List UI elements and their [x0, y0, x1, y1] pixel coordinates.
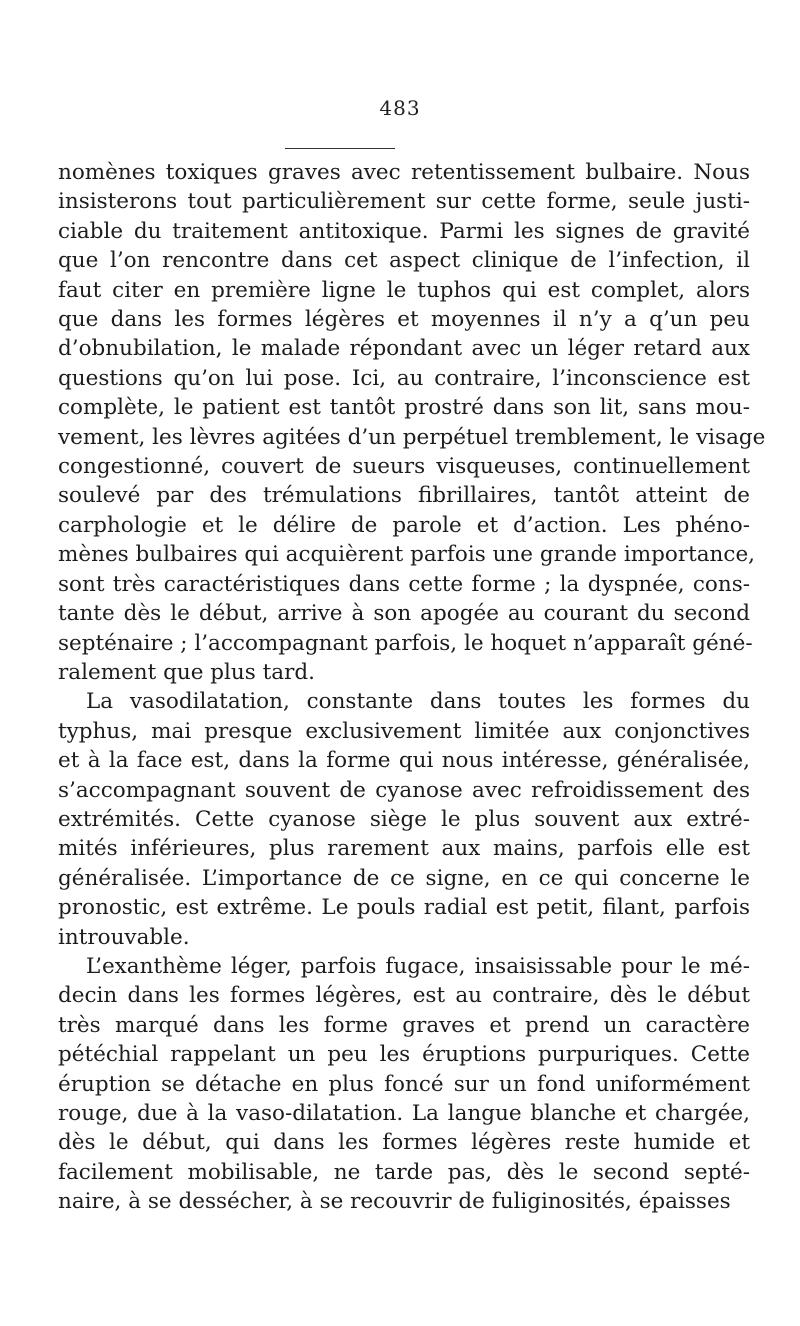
text-line: tante dès le début, arrive à son apogée au courant du second [58, 601, 750, 627]
text-line: d’obnubilation, le malade répondant avec un léger retard aux [58, 336, 750, 362]
text-line: soulevé par des trémulations fibrillaires, tantôt atteint de [58, 483, 750, 509]
text-line: typhus, mai presque exclusivement limitée aux conjonctives [58, 718, 750, 744]
text-line: généralisée. L’importance de ce signe, en ce qui concerne le [58, 865, 750, 891]
text-line: s’accompagnant souvent de cyanose avec refroidissement des [58, 777, 750, 803]
text-line: pronostic, est extrême. Le pouls radial est petit, filant, parfois [58, 895, 750, 921]
text-line: insisterons tout particulièrement sur cette forme, seule justi- [58, 189, 750, 215]
text-line: complète, le patient est tantôt prostré dans son lit, sans mou- [58, 395, 750, 421]
text-line: congestionné, couvert de sueurs visqueuses, continuellement [58, 454, 750, 480]
text-line: septénaire ; l’accompagnant parfois, le hoquet n’apparaît géné- [58, 630, 753, 656]
text-line: introuvable. [58, 924, 190, 950]
text-line: mènes bulbaires qui acquièrent parfois une grande importance, [58, 542, 756, 568]
text-line: La vasodilatation, constante dans toutes les formes du [86, 689, 750, 715]
text-line: dès le début, qui dans les formes légères reste humide et [58, 1130, 750, 1156]
header-rule [285, 148, 395, 149]
book-page [40, 0, 766, 1326]
text-line: questions qu’on lui pose. Ici, au contraire, l’inconscience est [58, 365, 750, 391]
text-line: naire, à se dessécher, à se recouvrir de fuliginosités, épaisses [58, 1189, 731, 1215]
text-line: extrémités. Cette cyanose siège le plus souvent aux extré- [58, 806, 750, 832]
page-number: 483 [379, 96, 421, 120]
text-line: pétéchial rappelant un peu les éruptions purpuriques. Cette [58, 1042, 750, 1068]
text-line: sont très caractéristiques dans cette forme ; la dyspnée, cons- [58, 571, 750, 597]
text-line: rouge, due à la vaso-dilatation. La langue blanche et chargée, [58, 1101, 750, 1126]
text-line: faut citer en première ligne le tuphos qui est complet, alors [58, 277, 750, 303]
text-line: L’exanthème léger, parfois fugace, insaisissable pour le mé- [86, 953, 750, 979]
paragraph-1 [58, 158, 766, 687]
text-line: carphologie et le délire de parole et d’action. Les phéno- [58, 512, 750, 538]
text-line: que l’on rencontre dans cet aspect clinique de l’infection, il [58, 248, 750, 274]
text-line: ciable du traitement antitoxique. Parmi les signes de gravité [58, 218, 750, 244]
text-line: que dans les formes légères et moyennes il n’y a q’un peu [58, 307, 750, 333]
text-line: éruption se détache en plus foncé sur un fond uniformément [58, 1071, 750, 1097]
paragraph-3 [58, 952, 750, 1217]
text-line: nomènes toxiques graves avec retentissement bulbaire. Nous [58, 160, 750, 185]
text-line: vement, les lèvres agitées d’un perpétuel tremblement, le visage [58, 424, 766, 450]
text-line: decin dans les formes légères, est au contraire, dès le début [58, 983, 750, 1009]
text-line: facilement mobilisable, ne tarde pas, dès le second septé- [58, 1159, 750, 1185]
text-line: mités inférieures, plus rarement aux mains, parfois elle est [58, 836, 750, 862]
page-header [40, 96, 760, 120]
text-line: et à la face est, dans la forme qui nous intéresse, généralisée, [58, 748, 750, 774]
paragraph-2 [58, 687, 750, 952]
text-line: très marqué dans les forme graves et prend un caractère [58, 1012, 750, 1038]
body-text [58, 158, 766, 1217]
text-line: ralement que plus tard. [58, 659, 315, 685]
